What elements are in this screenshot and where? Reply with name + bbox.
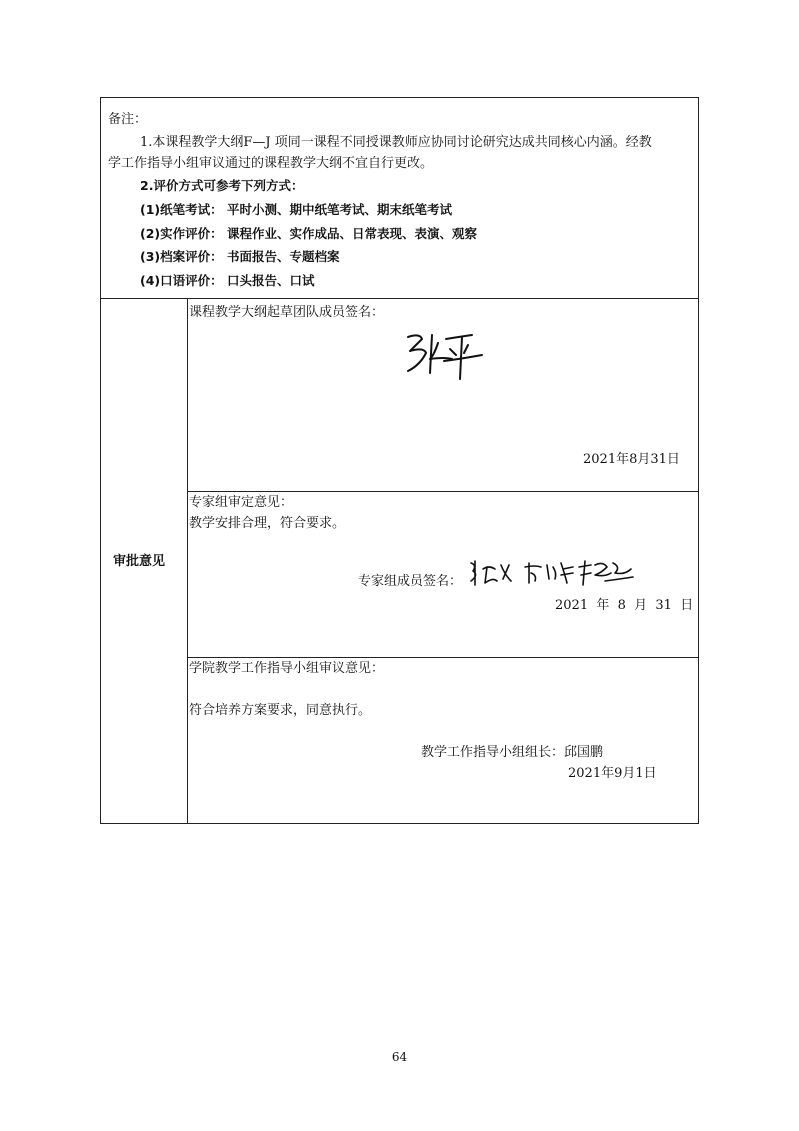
college-leader: 教学工作指导小组组长：邱国鹏 — [421, 745, 604, 760]
expert-signers-label: 专家组成员签名： — [358, 574, 463, 589]
divider-expert — [188, 657, 699, 658]
review-left-label: 审批意见 — [113, 554, 166, 569]
eval-value: 课程作业、实作成品、日常表现、表演、观察 — [227, 226, 478, 241]
divider-left-column — [187, 298, 188, 824]
page-number: 64 — [391, 1050, 408, 1064]
notes-item2: 2.评价方式可参考下列方式： — [140, 178, 304, 193]
notes-line1a: 1.本课程教学大纲F—J 项同一课程不同授课教师应协同讨论研究达成共同核心内涵。经教 — [140, 135, 652, 150]
eval-label: (4)口语评价： — [140, 273, 223, 288]
eval-label: (2)实作评价： — [140, 226, 223, 241]
drafting-label: 课程教学大纲起草团队成员签名： — [189, 305, 385, 320]
notes-heading: 备注： — [108, 112, 148, 127]
expert-label: 专家组审定意见： — [189, 495, 294, 510]
college-opinion: 符合培养方案要求，同意执行。 — [189, 703, 372, 718]
eval-value: 书面报告、专题档案 — [227, 249, 340, 264]
drafting-signature — [400, 325, 490, 380]
notes-line1b: 学工作指导小组审议通过的课程教学大纲不宜自行更改。 — [108, 156, 434, 171]
eval-value: 口头报告、口试 — [227, 273, 315, 288]
eval-label: (3)档案评价： — [140, 249, 223, 264]
college-label: 学院教学工作指导小组审议意见： — [189, 661, 385, 676]
divider-notes — [100, 298, 699, 299]
divider-drafting — [188, 491, 699, 492]
expert-date: 2021 年 8 月 31 日 — [555, 598, 694, 613]
drafting-date: 2021年8月31日 — [583, 452, 680, 467]
eval-label: (1)纸笔考试： — [140, 202, 223, 217]
expert-signatures — [465, 555, 640, 590]
expert-opinion: 教学安排合理，符合要求。 — [189, 516, 346, 531]
eval-value: 平时小测、期中纸笔考试、期末纸笔考试 — [227, 202, 453, 217]
college-date: 2021年9月1日 — [568, 766, 657, 781]
